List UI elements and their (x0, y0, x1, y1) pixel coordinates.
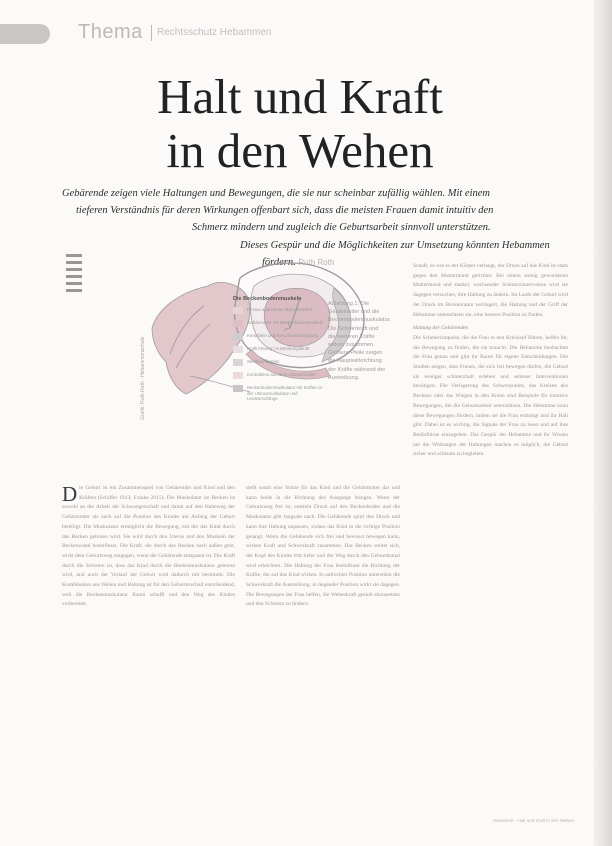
legend-swatch (233, 385, 243, 392)
body-text: ie Geburt ist ein Zusammenspiel von Gebärender und Kind und den Kräften (Schiffer 1913; Franke 2015). Die Muskulatur im Becken ist sowohl an der Arbeit der Schwangerschaft und damit auf den Halteweg der Gebärmutter als auch auf die Position des Kindes am Anfang der Geburt beteiligt. Die Muskulatur ermöglicht die Bewegung, mit der das Kind durch das Becken geboren wird. Sie wird durch den Uterus und den Muskeln der Beckenwand beeinflusst. Die Kraft, die durch das Becken nach außen geht, wirkt dem Geburtsweg entgegen, wenn die Gebärende entspannt ist. Die Kraft durch die Schwere ist, dass das Kind durch die Beckenmuskulatur geboren wird, und auch der Verlauf der Geburt wird dadurch mit bestimmt. Die Kombination aus Wehen und Haltung ist für den Geburtsverlauf entscheidend, weil die Beckenmuskulatur Raum schafft und den Weg des Kindes vorbereitet. (62, 485, 235, 608)
legend-label: Steißbeinfixation (247, 359, 280, 364)
author-credit: Ruth Roth (298, 257, 335, 267)
figure-caption: Abbildung 1: Die Gebärmutter und die Beckenbodenmuskulatur. Die Schwerkraft und die weiteren Kräfte wirken zusammen. Größere Pfeile zeigen die Hauptwirkrichtung der Kräfte während der Austreibung. (328, 301, 391, 381)
legend-title: Die Beckenbodenmuskeln (233, 296, 302, 302)
body-text: stellt somit eine Stütze für das Kind und die Gebärmutter dar und kann beide in die Richtung des Ausgangs bringen. Wenn der Geburtsweg frei ist, entsteht Druck auf den Beckenboden und die Muskulatur gibt langsam nach. Die Gebärende spürt den Druck und kann ihre Haltung anpassen, sodass das Kind in die richtige Position gelangt. Wenn die Gebärende sich frei und bewusst bewegen kann, wirken Kraft und Schwerkraft zusammen. Das Becken weitet sich, der Kopf des Kindes tritt tiefer und der Weg durch den Geburtskanal wird erleichtert. Die Haltung der Frau beeinflusst die Richtung der Kräfte, die auf das Kind wirken. In aufrechter Position unterstützt die Schwerkraft die Austreibung, in liegender Position wirkt sie dagegen. Die Bewegungen der Frau helfen, die Wehenkraft gezielt einzusetzen und den Schmerz zu lindern. (246, 485, 400, 608)
legend-label: Beckenbodenmuskulatur mit Kräften in der Uterusmuskulatur und Levatorschlinge (247, 385, 323, 402)
legend-swatch (233, 346, 243, 353)
lead-line-end: fördern. (262, 256, 296, 268)
legend-item (233, 333, 325, 340)
legend-label: Kraftrichtung / Austreibungskraft (247, 346, 310, 351)
lead-line: Gebärende zeigen viele Haltungen und Bewegungen, die sie nur scheinbar zufällig wählen. Mit einem (62, 188, 490, 199)
section-label: Thema (78, 21, 143, 43)
body-text: Schaft, so wie es der Körper verlangt, der Druck auf das Kind ist stark gegen den Muttermund gerichtet. Bei einem wenig gewordenen Muttermund und starker, wachsender Schmerzinnervation wird sie dagegen versuchen, ihre Haltung zu ändern. Im Laufe der Geburt wird der Druck im Beckenraum verringert, die Haltung und der Griff der Hebamme unterstützen sie, eine bessere Position zu finden. (413, 263, 568, 318)
body-column-1 (62, 484, 235, 610)
page-footer: Hebamme · Halt und Kraft in den Wehen (492, 818, 574, 823)
legend-swatch (233, 320, 243, 327)
legend-item (233, 385, 325, 402)
body-subheading: Haltung der Gebärenden (413, 325, 469, 332)
drop-cap: D (62, 482, 78, 506)
hatch-marks-decoration (66, 254, 82, 298)
figure-vertical-credit: Grafik: Ruth Roth · Hebammenschule (140, 336, 146, 420)
body-column-3 (413, 262, 568, 460)
lead-line: Dieses Gespür und die Möglichkeiten zur Umsetzung könnten Hebammen (240, 239, 550, 251)
legend-item (233, 372, 325, 379)
body-column-2 (246, 484, 400, 610)
legend-item (233, 307, 325, 314)
article-title (0, 70, 600, 178)
section-divider (151, 25, 152, 41)
legend-swatch (233, 359, 243, 366)
legend-swatch (233, 333, 243, 340)
legend-label: Kreuzbein und Kreuzbeinverbindung (247, 333, 319, 338)
title-line-2: in den Wehen (166, 123, 434, 178)
legend-label: Gebärmutter mit Beckenbodenmuskeln (247, 320, 324, 325)
legend-label: Kontraktion aus dem Uterusmuskel (247, 372, 316, 377)
body-text: Die Schmerzimpulse, die die Frau in den Kreislauf führen, helfen ihr, die Bewegung zu finden, die sie braucht. Die Hebamme beobachtet die Frau genau und gibt ihr Raum für eigene Entscheidungen. Die Studien zeigen, dass Frauen, die sich frei bewegen dürfen, die Geburt als weniger schmerzhaft erleben und seltener Interventionen benötigen. Die Verlagerung des Schwerpunkts, das Kreisen des Beckens oder das Wiegen in den Knien sind Beispiele für intuitive Bewegungen, die die Geburtsarbeit unterstützen. Die Hebamme kann diese Bewegungen fördern, indem sie die Frau ermutigt und ihr Halt gibt. Dabei ist es wichtig, die Signale der Frau zu lesen und auf ihre Bedürfnisse einzugehen. Das Gespür der Hebamme und ihr Wissen um die Wirkungen der Haltungen machen es möglich, die Geburt sicher und achtsam zu begleiten. (413, 334, 568, 458)
lead-line: Schmerz mindern und zugleich die Geburtsarbeit sinnvoll unterstützen. (192, 222, 491, 234)
figure-legend (233, 296, 325, 408)
legend-item (233, 359, 325, 366)
subsection-label: Rechtsschutz Hebammen (157, 27, 272, 38)
title-line-1: Halt und Kraft (157, 69, 443, 124)
legend-item (233, 346, 325, 353)
section-ribbon (0, 24, 50, 44)
legend-label: Rectus abdominis / Bauchmuskel (247, 307, 312, 312)
lead-line: tieferen Verständnis für deren Wirkungen offenbart sich, dass die meisten Frauen damit intuitiv den (76, 205, 494, 217)
legend-item (233, 320, 325, 327)
legend-swatch (233, 372, 243, 379)
legend-swatch (233, 307, 243, 314)
